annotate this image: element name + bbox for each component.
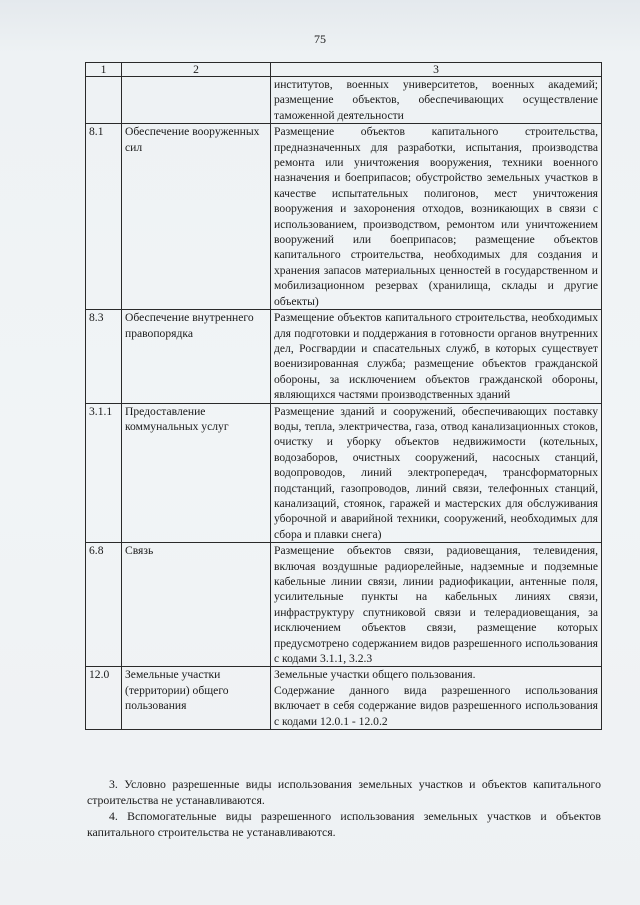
- row-code: 8.3: [86, 310, 122, 403]
- paragraph-auxiliary-uses: 4. Вспомогательные виды разрешенного использования земельных участков и объектов капитального строительства не устанавливаются.: [87, 809, 601, 839]
- row-description: Размещение объектов связи, радиовещания, телевидения, включая воздушные радиорелейные, надземные и подземные кабельные линии связи, линии радиофикации, антенные поля, усилительные пункты на кабельных линиях связи, инфраструктуру спутниковой связи и телерадиовещания, за исключением объектов связи, размещение которых предусмотрено содержанием видов разрешенного использования с кодами 3.1.1, 3.2.3: [271, 543, 602, 667]
- row-name: Связь: [122, 543, 271, 667]
- row-name: [122, 77, 271, 124]
- row-description: Земельные участки общего пользования.: [274, 668, 476, 682]
- column-header: 2: [122, 63, 271, 77]
- row-description: Размещение объектов капитального строительства, предназначенных для разработки, испытания, производства ремонта или уничтожения вооружения, техники военного назначения и боеприпасов; обустройство земельных участков в качестве испытательных полигонов, мест уничтожения вооружения и захоронения отходов, возникающих в связи с использованием, производством, ремонтом или уничтожением вооружений или боеприпасов; размещение объектов капитального строительства, необходимых для создания и хранения запасов материальных ценностей в государственном и мобилизационном резервах (хранилища, склады и другие объекты): [271, 124, 602, 310]
- row-code: 12.0: [86, 667, 122, 730]
- table-row: [86, 403, 602, 543]
- column-header: 3: [271, 63, 602, 77]
- page-number: 75: [314, 32, 326, 46]
- row-code: 8.1: [86, 124, 122, 310]
- column-header: 1: [86, 63, 122, 77]
- row-code: [86, 77, 122, 124]
- row-description-cell: [271, 667, 602, 730]
- row-name: Обеспечение внутреннего правопорядка: [122, 310, 271, 403]
- row-description: институтов, военных университетов, военных академий; размещение объектов, обеспечивающих осуществление таможенной деятельности: [271, 77, 602, 124]
- land-use-table: [85, 62, 602, 730]
- row-code: 3.1.1: [86, 403, 122, 543]
- row-description: Размещение объектов капитального строительства, необходимых для подготовки и поддержания в готовности органов внутренних дел, Росгвардии и спасательных служб, в которых существует военизированная служба; размещение объектов гражданской обороны, за исключением объектов гражданской обороны, являющихся частями производственных зданий: [271, 310, 602, 403]
- table-row: [86, 310, 602, 403]
- table-row: [86, 77, 602, 124]
- table-row: [86, 124, 602, 310]
- paragraph-conditional-uses: 3. Условно разрешенные виды использования земельных участков и объектов капитального строительства не устанавливаются.: [87, 777, 601, 807]
- table-row: [86, 667, 602, 730]
- row-code: 6.8: [86, 543, 122, 667]
- row-description: Размещение зданий и сооружений, обеспечивающих поставку воды, тепла, электричества, газа, отвод канализационных стоков, очистку и уборку объектов недвижимости (котельных, водозаборов, очистных сооружений, насосных станций, водопроводов, линий электропередач, трансформаторных подстанций, газопроводов, линий связи, телефонных станций, канализаций, стоянок, гаражей и мастерских для обслуживания уборочной и аварийной техники, сооружений, необходимых для сбора и плавки снега): [271, 403, 602, 543]
- table-row: [86, 543, 602, 667]
- table-header-row: [86, 63, 602, 77]
- row-name: Земельные участки (территории) общего пользования: [122, 667, 271, 730]
- row-description-continued: Содержание данного вида разрешенного использования включает в себя содержание видов разрешенного использования с кодами 12.0.1 - 12.0.2: [274, 683, 598, 728]
- row-name: Обеспечение вооруженных сил: [122, 124, 271, 310]
- row-name: Предоставление коммунальных услуг: [122, 403, 271, 543]
